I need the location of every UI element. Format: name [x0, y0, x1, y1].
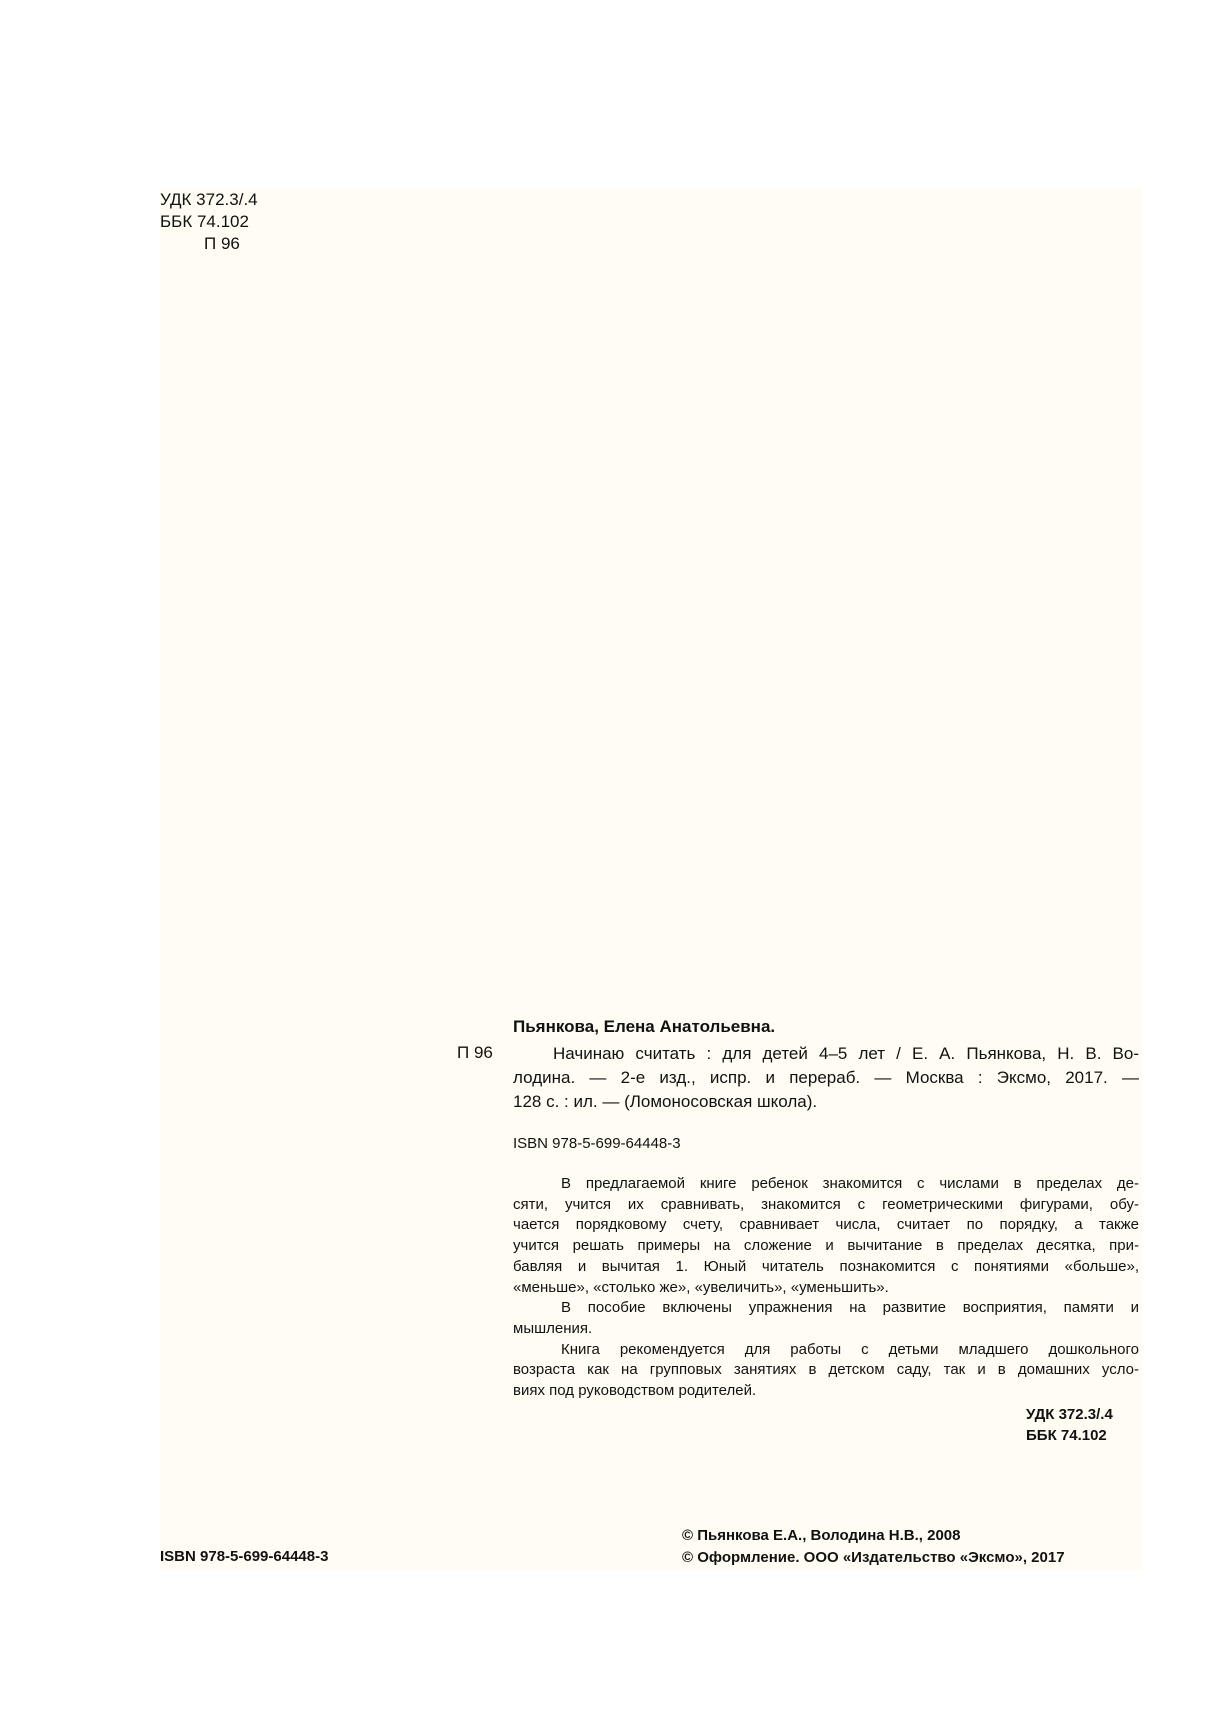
top-classification-codes	[160, 189, 258, 255]
annotation-line: Книга рекомендуется для работы с детьми младшего дошкольного	[561, 1340, 1139, 1358]
annotation-line: сяти, учится их сравнивать, знакомится с геометрическими фигурами, обу-	[513, 1195, 1139, 1213]
record-isbn: ISBN 978-5-699-64448-3	[513, 1135, 681, 1152]
bibliographic-description	[513, 1042, 1139, 1114]
top-bbk: ББК 74.102	[160, 212, 249, 231]
annotation-line: «меньше», «столько же», «увеличить», «уменьшить».	[513, 1278, 889, 1296]
annotation-classification-codes	[1026, 1404, 1113, 1446]
biblio-line: 128 с. : ил. — (Ломоносовская школа).	[513, 1092, 818, 1111]
biblio-line: лодина. — 2-е изд., испр. и перераб. — Москва : Эксмо, 2017. —	[513, 1068, 1139, 1087]
annotation-line: учится решать примеры на сложение и вычитание в пределах десятка, при-	[513, 1237, 1139, 1255]
annotation-line: В предлагаемой книге ребенок знакомится с числами в пределах де-	[561, 1175, 1139, 1192]
biblio-line: Начинаю считать : для детей 4–5 лет / Е. А. Пьянкова, Н. В. Во-	[553, 1044, 1139, 1063]
annotation-line: мышления.	[513, 1319, 593, 1337]
annotation-bbk: ББК 74.102	[1026, 1427, 1107, 1444]
copyright-block	[682, 1525, 1065, 1569]
annotation-line: виях под руководством родителей.	[513, 1382, 757, 1400]
annotation-line: возраста как на групповых занятиях в детском саду, так и в домашних усло-	[513, 1361, 1139, 1379]
annotation-line: бавляя и вычитая 1. Юный читатель познакомится с понятиями «больше»,	[513, 1257, 1139, 1275]
annotation-line: чается порядковому счету, сравнивает числа, считает по порядку, а также	[513, 1216, 1139, 1234]
copyright-authors: © Пьянкова Е.А., Володина Н.В., 2008	[682, 1527, 961, 1544]
copyright-design: © Оформление. ООО «Издательство «Эксмо», 2017	[682, 1549, 1065, 1566]
annotation-udk: УДК 372.3/.4	[1026, 1406, 1113, 1423]
top-udk: УДК 372.3/.4	[160, 190, 258, 209]
author-heading: Пьянкова, Елена Анатольевна.	[513, 1017, 776, 1036]
footer-isbn: ISBN 978-5-699-64448-3	[160, 1548, 329, 1565]
annotation	[513, 1174, 1139, 1402]
annotation-line: В пособие включены упражнения на развитие восприятия, памяти и	[561, 1299, 1139, 1317]
top-author-mark: П 96	[204, 234, 240, 253]
author-mark: П 96	[457, 1043, 493, 1062]
